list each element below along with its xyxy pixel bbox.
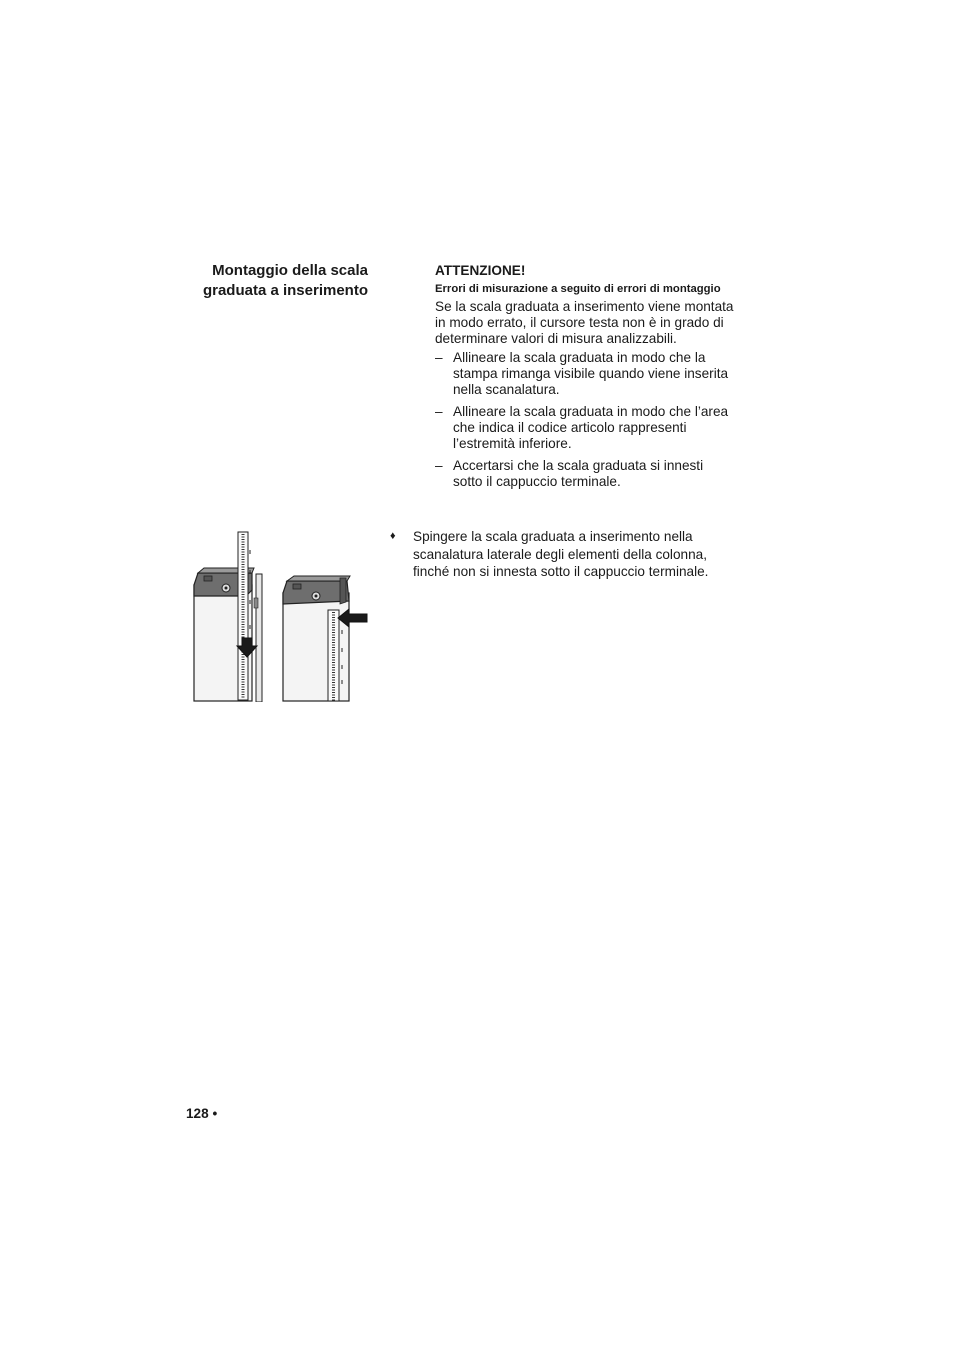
- dash-marker: –: [435, 457, 443, 473]
- warning-subtitle: Errori di misurazione a seguito di errori di montaggio: [435, 283, 721, 295]
- list-item-text: Allineare la scala graduata in modo che la stampa rimanga visibile quando viene inserita nella scanalatura.: [453, 349, 729, 397]
- scale-insertion-diagram: [190, 530, 370, 702]
- left-scale: [238, 532, 250, 700]
- dash-marker: –: [435, 349, 443, 365]
- list-item: [435, 404, 735, 452]
- dash-marker: –: [435, 403, 443, 419]
- warning-list: [435, 350, 735, 490]
- left-edge-strip: [254, 574, 262, 702]
- right-column: [283, 576, 350, 701]
- list-item: [435, 350, 735, 398]
- section-title-line: graduata a inserimento: [202, 282, 368, 299]
- warning-label: ATTENZIONE!: [435, 263, 526, 278]
- diamond-bullet-icon: ♦: [390, 530, 396, 542]
- step-text: Spingere la scala graduata a inserimento nella scanalatura laterale degli elementi della colonna, finché non si innesta sotto il cappuccio terminale.: [413, 529, 709, 579]
- assembly-illustration: [190, 530, 370, 702]
- list-item: [435, 458, 735, 490]
- instruction-step: [390, 528, 735, 581]
- section-title-line: Montaggio della scala: [212, 262, 368, 279]
- list-item-text: Accertarsi che la scala graduata si innesti sotto il cappuccio terminale.: [453, 457, 704, 489]
- list-item-text: Allineare la scala graduata in modo che l’area che indica il codice articolo rappresenti l’estremità inferiore.: [453, 403, 729, 451]
- page-number: 128 •: [186, 1106, 218, 1121]
- section-title: [170, 261, 368, 301]
- warning-block: [435, 263, 735, 496]
- warning-body: Se la scala graduata a inserimento viene montata in modo errato, il cursore testa non è in grado di determinare valori di misura analizzabili.: [435, 298, 734, 346]
